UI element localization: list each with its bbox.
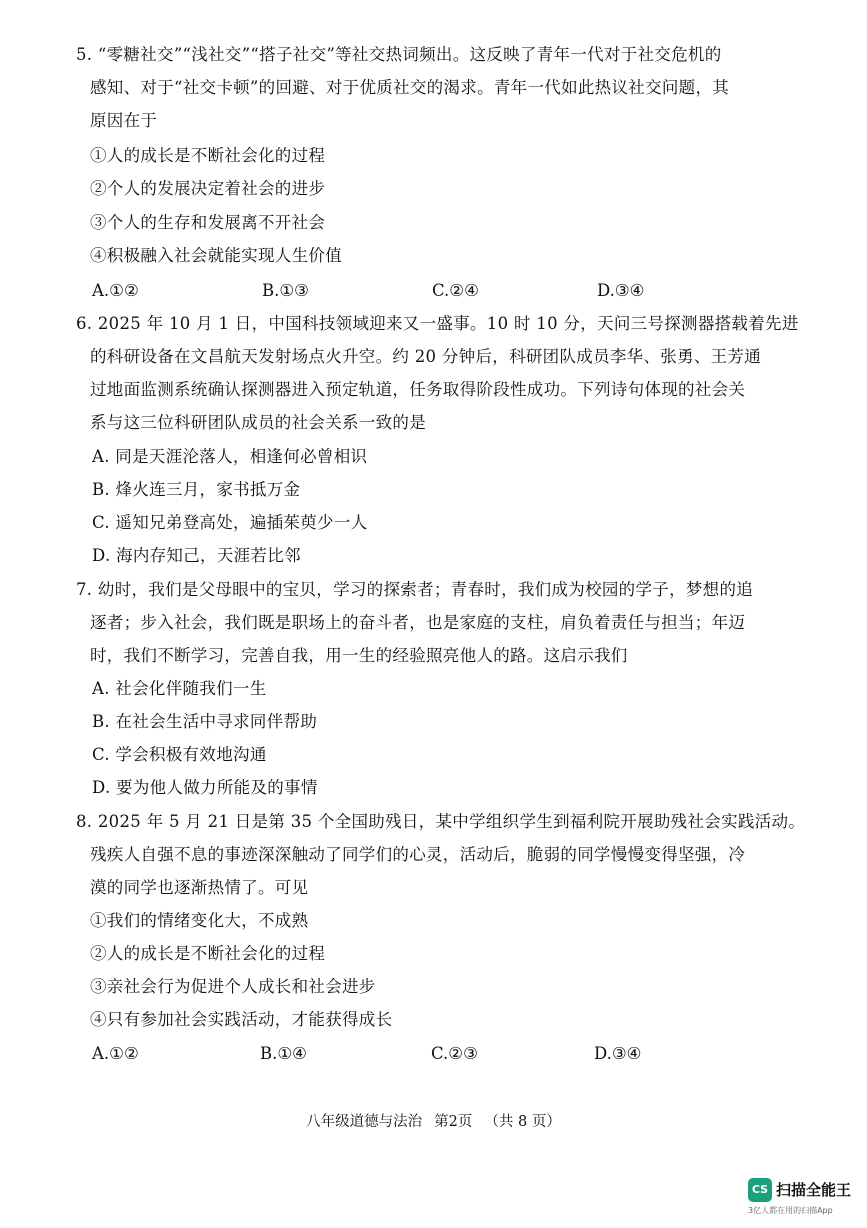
footer-page-number: 第2页 — [434, 1114, 473, 1130]
camscanner-logo-icon: CS — [748, 1178, 772, 1202]
question-text-line: 残疾人自强不息的事迹深深触动了同学们的心灵，活动后，脆弱的同学慢慢变得坚强，冷 — [90, 845, 746, 864]
question-text-line: 时，我们不断学习，完善自我，用一生的经验照亮他人的路。这启示我们 — [90, 646, 628, 665]
option-b[interactable]: B. 在社会生活中寻求同伴帮助 — [92, 712, 318, 731]
statement-2: ②个人的发展决定着社会的进步 — [90, 179, 326, 198]
option-b[interactable]: B.①④ — [260, 1044, 307, 1063]
question-text-line: 系与这三位科研团队成员的社会关系一致的是 — [90, 413, 426, 432]
answer-options — [92, 280, 792, 302]
watermark-tagline: 3亿人都在用的扫描App — [748, 1206, 833, 1215]
option-d[interactable]: D. 要为他人做力所能及的事情 — [92, 778, 318, 797]
question-text-line: 原因在于 — [90, 111, 158, 130]
question-text-line: 逐者；步入社会，我们既是职场上的奋斗者，也是家庭的支柱，肩负着责任与担当；年迈 — [90, 613, 746, 632]
statement-4: ④积极融入社会就能实现人生价值 — [90, 246, 342, 265]
option-c[interactable]: C.②④ — [432, 281, 479, 300]
question-text-line: 漠的同学也逐渐热情了。可见 — [90, 878, 309, 897]
question-text-line: 的科研设备在文昌航天发射场点火升空。约 20 分钟后，科研团队成员李华、张勇、王芳通 — [90, 347, 762, 366]
option-b[interactable]: B.①③ — [262, 281, 309, 300]
question-text-line: 8. 2025 年 5 月 21 日是第 35 个全国助残日，某中学组织学生到福利院开展助残社会实践活动。 — [76, 812, 806, 831]
option-a[interactable]: A. 同是天涯沦落人，相逢何必曾相识 — [92, 447, 368, 466]
page-footer — [0, 1112, 867, 1132]
statement-4: ④只有参加社会实践活动，才能获得成长 — [90, 1010, 393, 1029]
answer-options — [92, 1043, 792, 1065]
question-text-line: 5. “零糖社交”“浅社交”“搭子社交”等社交热词频出。这反映了青年一代对于社交危机的 — [76, 45, 722, 64]
option-c[interactable]: C.②③ — [431, 1044, 478, 1063]
option-d[interactable]: D.③④ — [594, 1044, 642, 1063]
option-b[interactable]: B. 烽火连三月，家书抵万金 — [92, 480, 301, 499]
question-text-line: 过地面监测系统确认探测器进入预定轨道，任务取得阶段性成功。下列诗句体现的社会关 — [90, 380, 746, 399]
footer-total-pages: （共 8 页） — [484, 1114, 561, 1130]
option-d[interactable]: D. 海内存知己，天涯若比邻 — [92, 546, 301, 565]
question-text-line: 感知、对于“社交卡顿”的回避、对于优质社交的渴求。青年一代如此热议社交问题，其 — [90, 78, 730, 97]
question-text-line: 6. 2025 年 10 月 1 日，中国科技领域迎来又一盛事。10 时 10 分，天问三号探测器搭载着先进 — [76, 314, 799, 333]
option-a[interactable]: A. 社会化伴随我们一生 — [92, 679, 267, 698]
statement-2: ②人的成长是不断社会化的过程 — [90, 944, 326, 963]
option-d[interactable]: D.③④ — [597, 281, 645, 300]
option-c[interactable]: C. 学会积极有效地沟通 — [92, 745, 267, 764]
question-text-line: 7. 幼时，我们是父母眼中的宝贝，学习的探索者；青春时，我们成为校园的学子，梦想的追 — [76, 580, 754, 599]
scanner-watermark — [748, 1176, 860, 1220]
statement-1: ①我们的情绪变化大，不成熟 — [90, 911, 309, 930]
statement-3: ③个人的生存和发展离不开社会 — [90, 213, 326, 232]
footer-subject: 八年级道德与法治 — [306, 1114, 423, 1130]
watermark-brand: 扫描全能王 — [776, 1181, 852, 1199]
option-a[interactable]: A.①② — [92, 1044, 139, 1063]
option-a[interactable]: A.①② — [92, 281, 139, 300]
statement-1: ①人的成长是不断社会化的过程 — [90, 146, 326, 165]
statement-3: ③亲社会行为促进个人成长和社会进步 — [90, 977, 376, 996]
option-c[interactable]: C. 遥知兄弟登高处，遍插茱萸少一人 — [92, 513, 368, 532]
